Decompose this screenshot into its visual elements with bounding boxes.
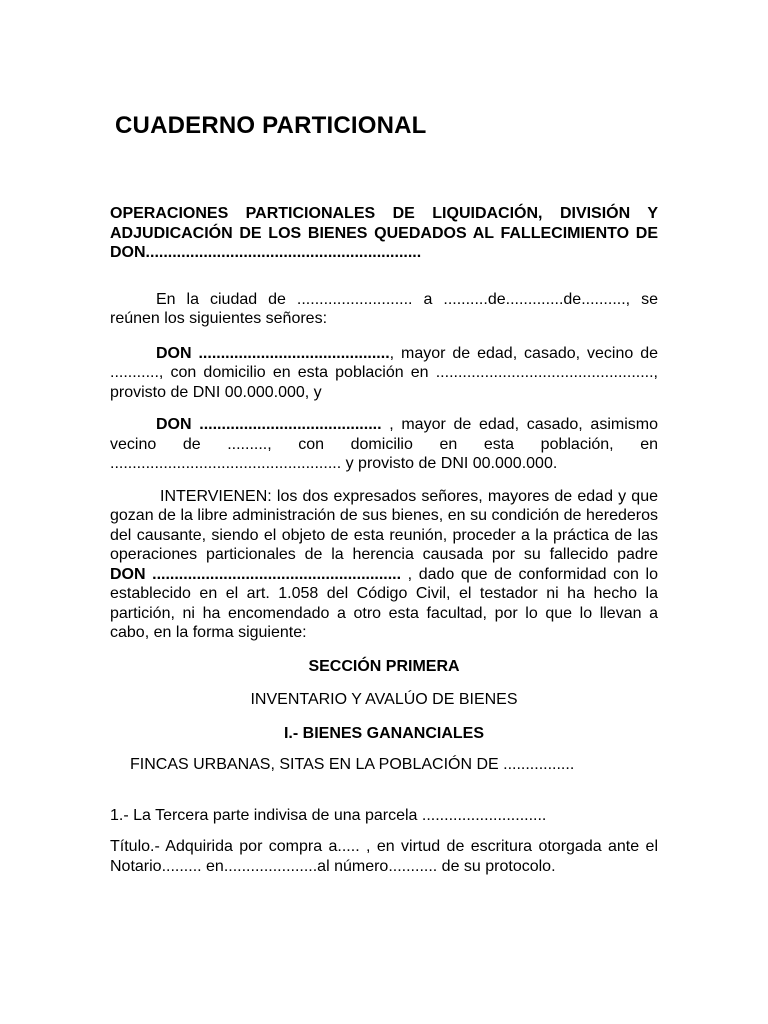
- document-subtitle: OPERACIONES PARTICIONALES DE LIQUIDACIÓN, DIVISIÓN Y ADJUDICACIÓN DE LOS BIENES QUEDADOS AL FALLECIMIENTO DE DON..............................................................: [110, 205, 658, 261]
- intervienen-paragraph: [110, 487, 658, 643]
- party-one-dots: ...........................................: [198, 344, 390, 362]
- party-one-paragraph: [110, 344, 658, 403]
- fincas-heading: FINCAS URBANAS, SITAS EN LA POBLACIÓN DE ................: [130, 756, 575, 773]
- titulo-paragraph: Título.- Adquirida por compra a..... , en virtud de escritura otorgada ante el Notario......... en.....................al número........... de su protocolo.: [110, 838, 658, 875]
- party-two-paragraph: [110, 415, 658, 474]
- bienes-heading: I.- BIENES GANANCIALES: [283, 724, 484, 742]
- party-one-text: , mayor de edad, casado, vecino de ..........., con domicilio en esta población en ................................................., provisto de DNI 00.000.000, y: [110, 344, 658, 401]
- intervienen-don: DON ........................................................: [110, 565, 402, 583]
- party-two-text: , mayor de edad, casado, asimismo vecino de ........., con domicilio en esta población, en .................................................... y provisto de DNI 00.000.000.: [110, 416, 658, 472]
- party-one-label: DON: [156, 344, 192, 362]
- party-two-dots: .........................................: [199, 416, 382, 433]
- item-one: 1.- La Tercera parte indivisa de una parcela ............................: [110, 806, 547, 824]
- document-title: CUADERNO PARTICIONAL: [115, 112, 427, 139]
- document-body: [110, 204, 658, 876]
- intervienen-text-2: , dado que de conformidad con lo establecido en el art. 1.058 del Código Civil, el testador ni ha hecho la partición, ni ha encomendado a otro esta facultad, por lo que lo llevan a cabo, en la forma siguiente:: [110, 565, 658, 641]
- intro-paragraph: En la ciudad de .......................... a ..........de.............de.........., se reúnen los siguientes señores:: [110, 290, 658, 327]
- inventory-heading: INVENTARIO Y AVALÚO DE BIENES: [250, 691, 518, 708]
- intervienen-text-1: INTERVIENEN: los dos expresados señores, mayores de edad y que gozan de la libre administración de sus bienes, en su condición de herederos del causante, siendo el objeto de esta reunión, proceder a la práctica de las operaciones particionales de la herencia causada por su fallecido padre: [110, 487, 658, 563]
- section-heading: SECCIÓN PRIMERA: [308, 657, 460, 675]
- party-two-label: DON: [156, 416, 192, 433]
